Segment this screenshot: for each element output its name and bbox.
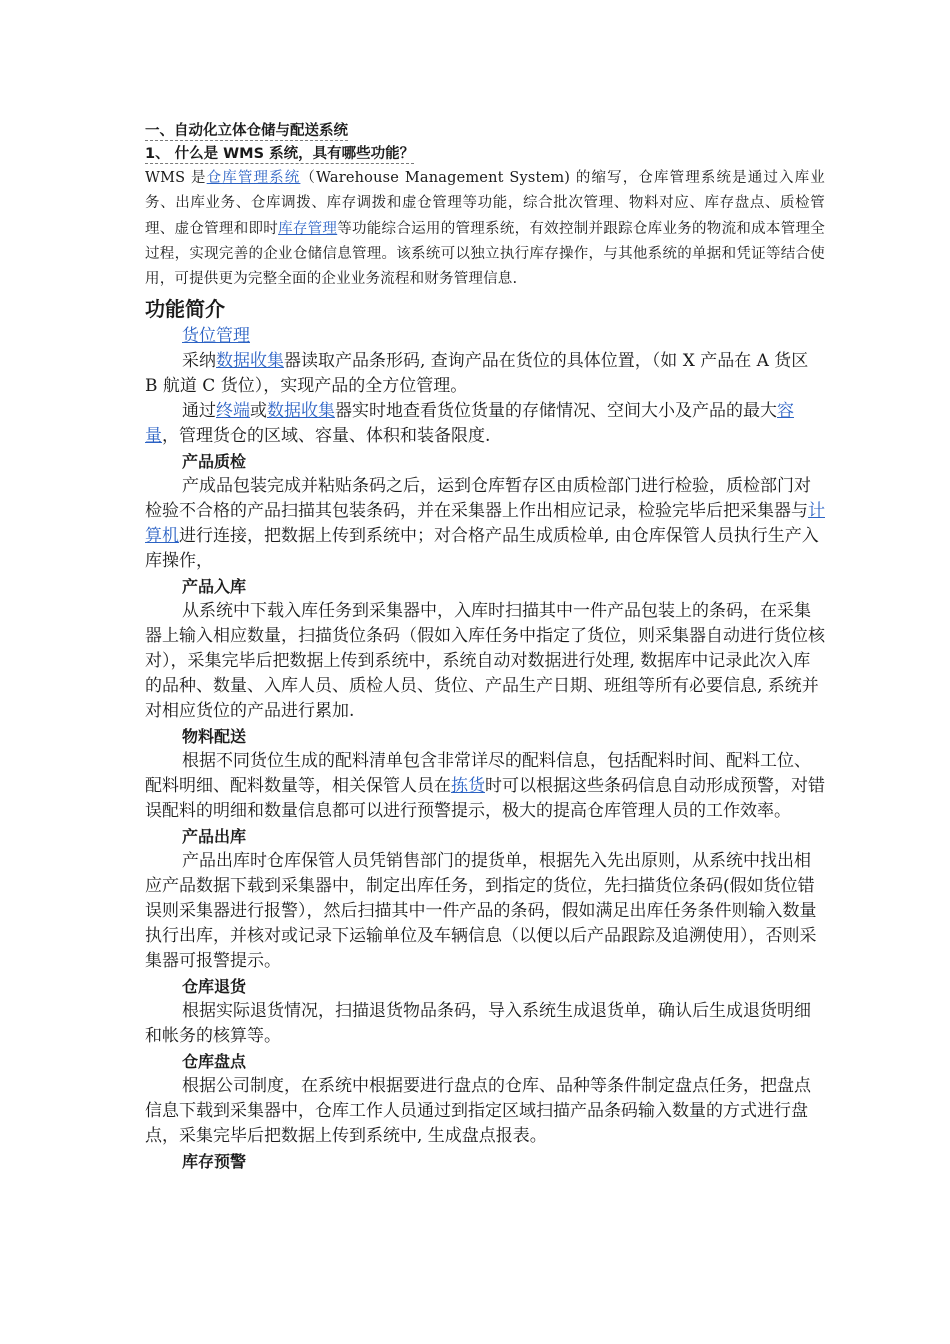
link-inventory-management[interactable]: 库存管理 — [278, 220, 338, 237]
section-stocktake-title: 仓库盘点 — [182, 1052, 247, 1072]
section-inbound-para: 从系统中下载入库任务到采集器中，入库时扫描其中一件产品包装上的条码，在采集器上输入相应数量，扫描货位条码（假如入库任务中指定了货位，则采集器自动进行货位核对），采集完毕后把数据上传到系统中，系统自动对数据进行处理, 数据库中记录此次入库的品种、数量、入库人员、质检人员、货位、产品生产日期、班组等所有必要信息, 系统并对相应货位的产品进行累加. — [145, 601, 825, 722]
link-location-management[interactable]: 货位管理 — [182, 326, 250, 347]
heading-2: 1、 什么是 WMS 系统，具有哪些功能？ — [145, 146, 415, 162]
link-data-collection-2[interactable]: 数据收集 — [267, 401, 335, 422]
link-capacity[interactable]: 容量 — [145, 401, 794, 447]
section-material-para: 根据不同货位生成的配料清单包含非常详尽的配料信息，包括配料时间、配料工位、配料明细、配料数量等，相关保管人员在拣货时可以根据这些条码信息自动形成预警，对错误配料的明细和数量信息都可以进行预警提示，极大的提高仓库管理人员的工作效率。 — [145, 751, 825, 822]
section-outbound-title: 产品出库 — [182, 827, 247, 847]
link-computer[interactable]: 计算机 — [145, 501, 825, 547]
link-warehouse-management-system[interactable]: 仓库管理系统 — [206, 170, 301, 186]
section-quality-para: 产成品包装完成并粘贴条码之后，运到仓库暂存区由质检部门进行检验，质检部门对检验不合格的产品扫描其包装条码，并在采集器上作出相应记录，检验完毕后把采集器与计算机进行连接，把数据上传到系统中；对合格产品生成质检单, 由仓库保管人员执行生产入库操作， — [145, 476, 825, 572]
section-outbound-para: 产品出库时仓库保管人员凭销售部门的提货单，根据先入先出原则，从系统中找出相应产品数据下载到采集器中，制定出库任务，到指定的货位，先扫描货位条码(假如货位错误则采集器进行报警），然后扫描其中一件产品的条码，假如满足出库任务条件则输入数量执行出库，并核对或记录下运输单位及车辆信息（以便以后产品跟踪及追溯使用），否则采集器可报警提示。 — [145, 851, 817, 972]
heading-1: 一、自动化立体仓储与配送系统 — [145, 123, 348, 139]
section-location-para-1: 采纳数据收集器读取产品条形码, 查询产品在货位的具体位置，（如 X 产品在 A 货区 B 航道 C 货位），实现产品的全方位管理。 — [145, 351, 809, 397]
link-picking[interactable]: 拣货 — [451, 776, 485, 797]
section-warning-title: 库存预警 — [182, 1152, 247, 1172]
section-material-title: 物料配送 — [182, 727, 247, 747]
document-page — [145, 120, 825, 1174]
link-terminal[interactable]: 终端 — [216, 401, 250, 422]
section-returns-title: 仓库退货 — [182, 977, 247, 997]
link-data-collection[interactable]: 数据收集 — [216, 351, 284, 372]
section-returns-para: 根据实际退货情况，扫描退货物品条码，导入系统生成退货单，确认后生成退货明细和帐务的核算等。 — [145, 1001, 811, 1047]
section-quality-title: 产品质检 — [182, 452, 247, 472]
section-location-para-2: 通过终端或数据收集器实时地查看货位货量的存储情况、空间大小及产品的最大容量，管理货仓的区域、容量、体积和装备限度. — [145, 401, 794, 447]
section-location-title — [182, 324, 825, 349]
features-title: 功能简介 — [145, 297, 225, 322]
section-stocktake-para: 根据公司制度，在系统中根据要进行盘点的仓库、品种等条件制定盘点任务，把盘点信息下载到采集器中，仓库工作人员通过到指定区域扫描产品条码输入数量的方式进行盘点，采集完毕后把数据上传到系统中, 生成盘点报表。 — [145, 1076, 811, 1147]
section-inbound-title: 产品入库 — [182, 577, 247, 597]
intro-paragraph: WMS 是仓库管理系统（Warehouse Management System) 的缩写，仓库管理系统是通过入库业务、出库业务、仓库调拨、库存调拨和虚仓管理等功能，综合批次管理、物料对应、库存盘点、质检管理、虚仓管理和即时库存管理等功能综合运用的管理系统，有效控制并跟踪仓库业务的物流和成本管理全过程，实现完善的企业仓储信息管理。该系统可以独立执行库存操作，与其他系统的单据和凭证等结合使用，可提供更为完整全面的企业业务流程和财务管理信息. — [145, 170, 825, 288]
